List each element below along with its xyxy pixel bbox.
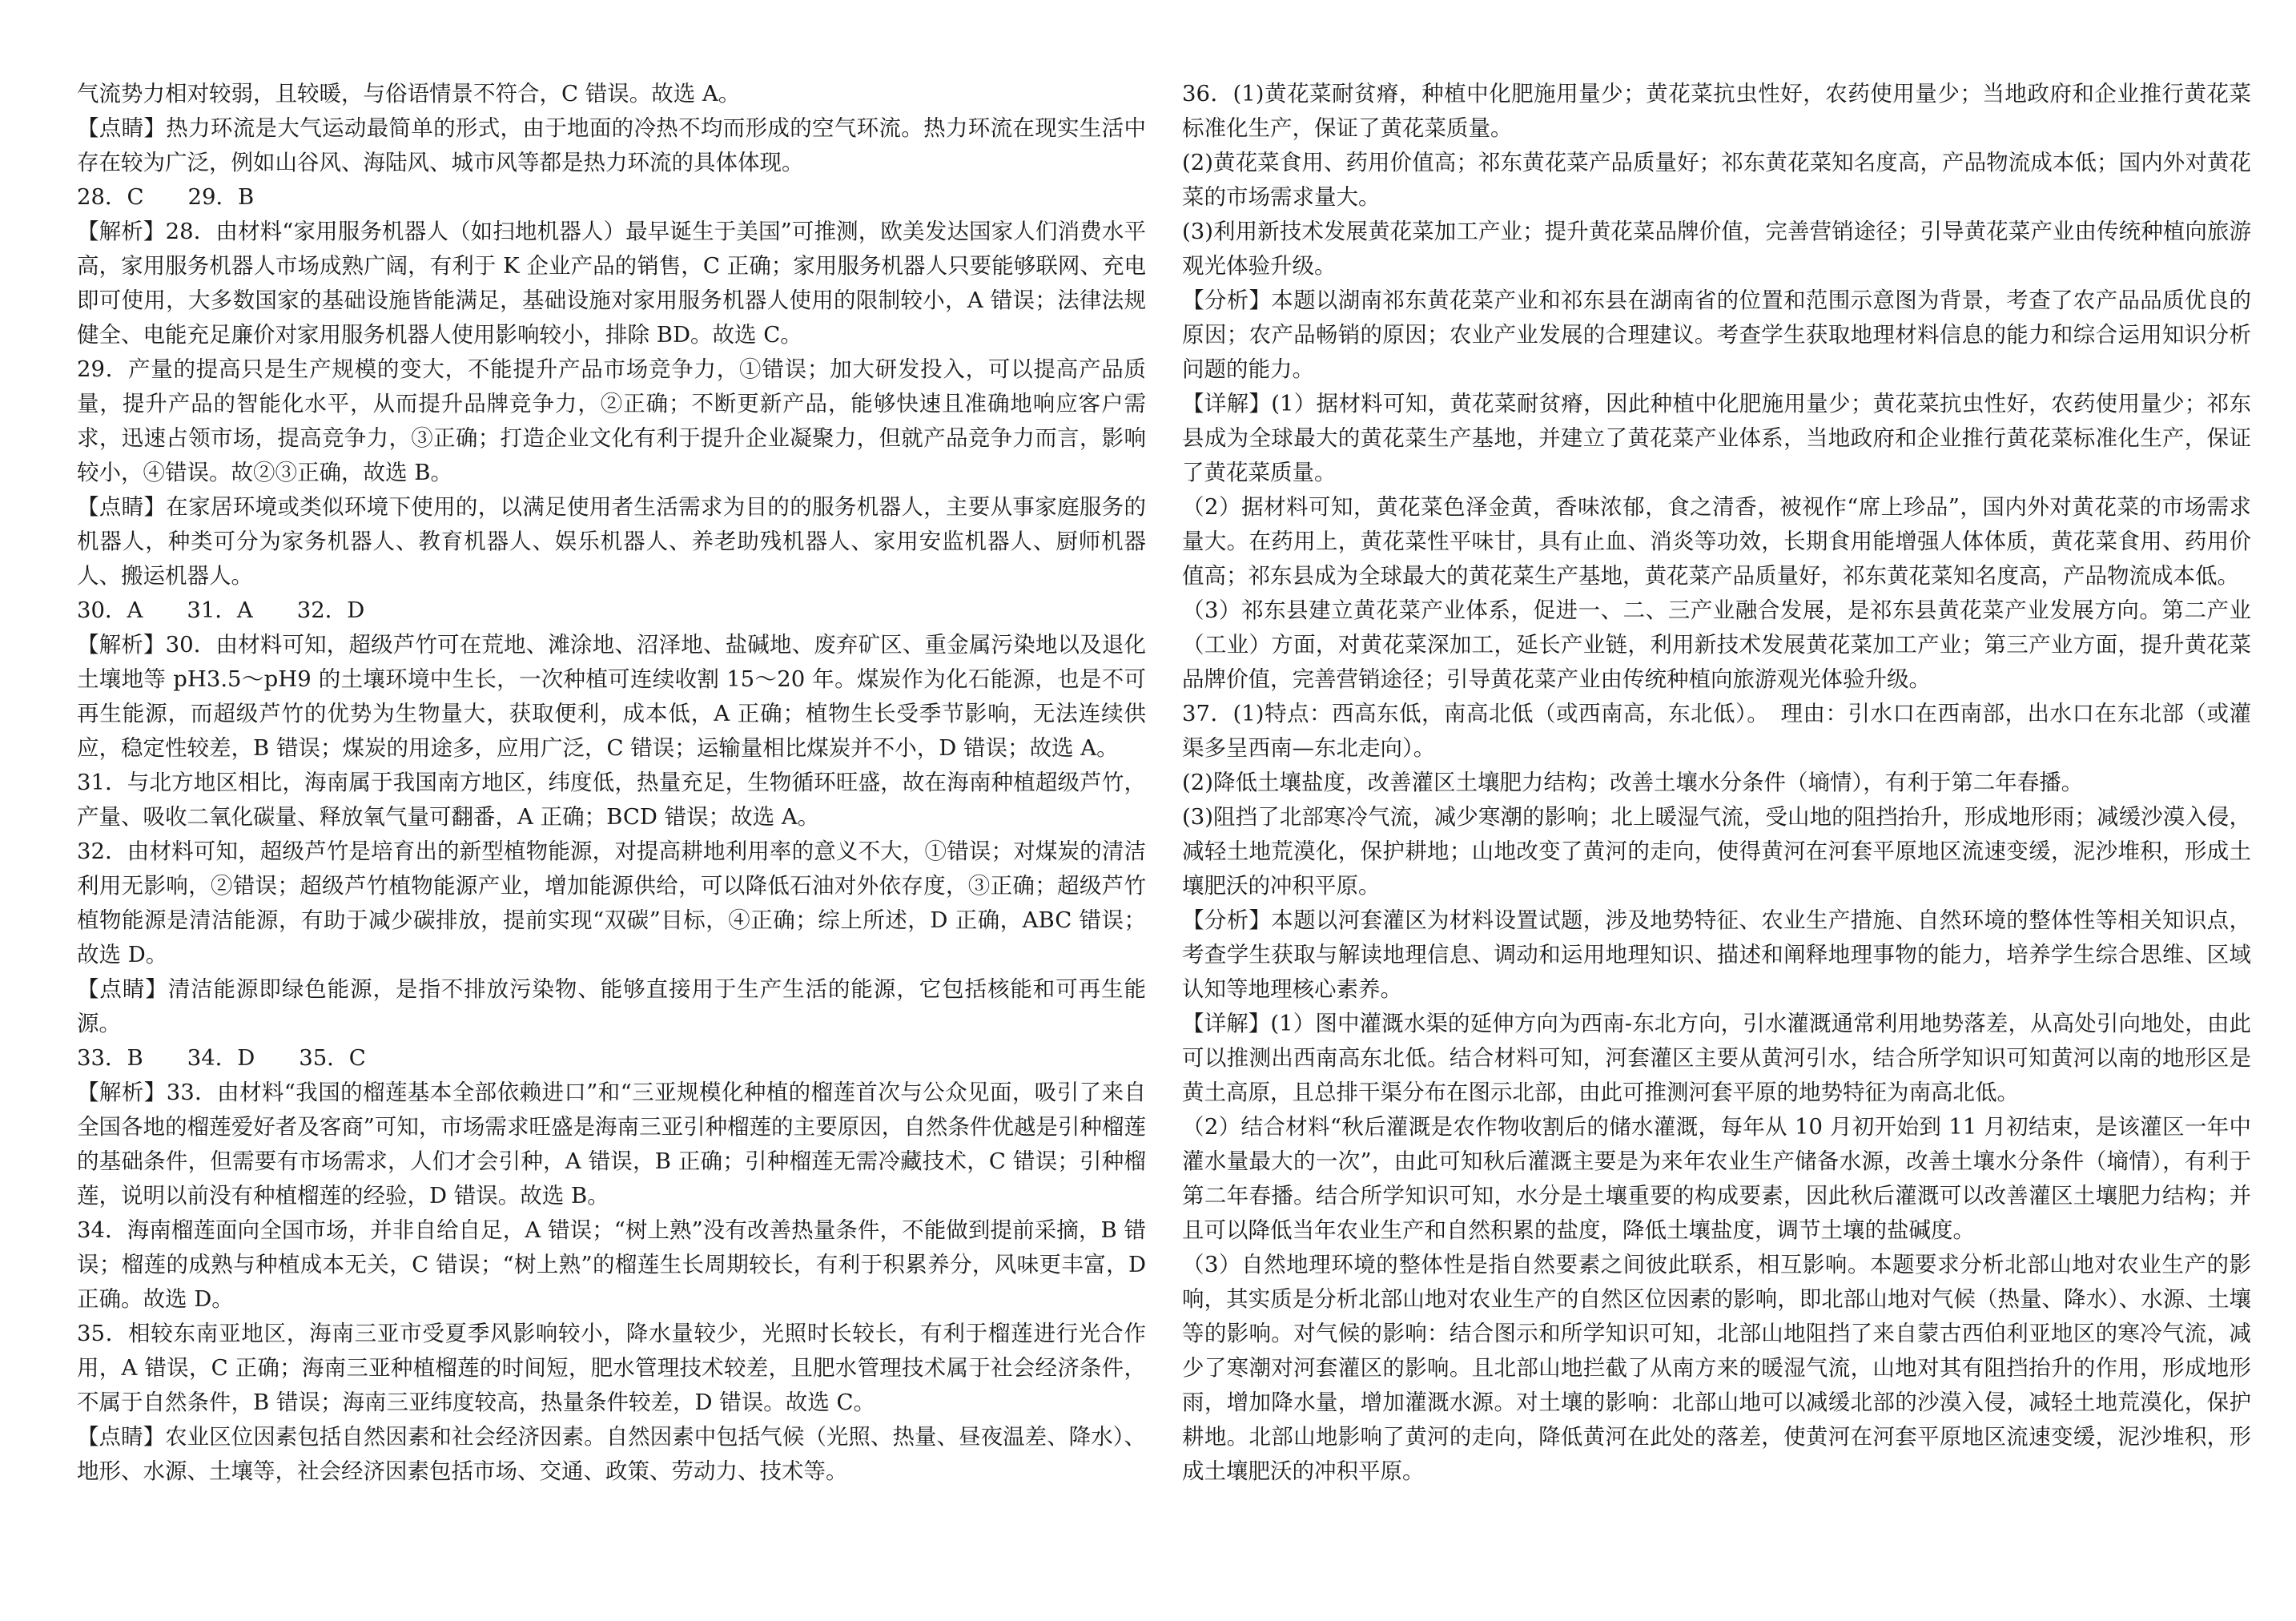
right-column: [1182, 77, 2251, 1489]
paragraph: (2)黄花菜食用、药用价值高；祁东黄花菜产品质量好；祁东黄花菜知名度高，产品物流成本低；国内外对黄花菜的市场需求量大。: [1182, 150, 2251, 210]
paragraph: 37．(1)特点：西高东低，南高北低（或西南高，东北低）。 理由：引水口在西南部，出水口在东北部（或灌渠多呈西南—东北走向）。: [1182, 701, 2251, 761]
paragraph: 【点睛】在家居环境或类似环境下使用的，以满足使用者生活需求为目的的服务机器人，主要从事家庭服务的机器人，种类可分为家务机器人、教育机器人、娱乐机器人、养老助残机器人、家用安监机器人、厨师机器人、搬运机器人。: [77, 494, 1146, 589]
paragraph: 【解析】28．由材料“家用服务机器人（如扫地机器人）最早诞生于美国”可推测，欧美发达国家人们消费水平高，家用服务机器人市场成熟广阔，有利于 K 企业产品的销售，C 正确；家用服务机器人只要能够联网、充电即可使用，大多数国家的基础设施皆能满足，基础设施对家用服务机器人使用的限制较小，A 错误；法律法规健全、电能充足廉价对家用服务机器人使用影响较小，排除 BD。故选 C。: [77, 219, 1146, 348]
answer-line: 30．A 31．A 32．D: [77, 597, 365, 623]
paragraph: 34．海南榴莲面向全国市场，并非自给自足，A 错误；“树上熟”没有改善热量条件，不能做到提前采摘，B 错误；榴莲的成熟与种植成本无关，C 错误；“树上熟”的榴莲生长周期较长，有利于积累养分，风味更丰富，D 正确。故选 D。: [77, 1217, 1146, 1312]
paragraph: 【解析】30．由材料可知，超级芦竹可在荒地、滩涂地、沼泽地、盐碱地、废弃矿区、重金属污染地以及退化土壤地等 pH3.5～pH9 的土壤环境中生长，一次种植可连续收割 15～20 年。煤炭作为化石能源，也是不可再生能源，而超级芦竹的优势为生物量大，获取便利，成本低，A 正确；植物生长受季节影响，无法连续供应，稳定性较差，B 错误；煤炭的用途多，应用广泛，C 错误；运输量相比煤炭并不小，D 错误；故选 A。: [77, 632, 1146, 761]
left-column: [77, 77, 1146, 1489]
paragraph: 29．产量的提高只是生产规模的变大，不能提升产品市场竞争力，①错误；加大研发投入，可以提高产品质量，提升产品的智能化水平，从而提升品牌竞争力，②正确；不断更新产品，能够快速且准确地响应客户需求，迅速占领市场，提高竞争力，③正确；打造企业文化有利于提升企业凝聚力，但就产品竞争力而言，影响较小，④错误。故②③正确，故选 B。: [77, 356, 1146, 485]
paragraph: 【详解】(1）据材料可知，黄花菜耐贫瘠，因此种植中化肥施用量少；黄花菜抗虫性好，农药使用量少；祁东县成为全球最大的黄花菜生产基地，并建立了黄花菜产业体系，当地政府和企业推行黄花菜标准化生产，保证了黄花菜质量。: [1182, 391, 2251, 485]
paragraph: 【详解】(1）图中灌溉水渠的延伸方向为西南-东北方向，引水灌溉通常利用地势落差，从高处引向地处，由此可以推测出西南高东北低。结合材料可知，河套灌区主要从黄河引水，结合所学知识可知黄河以南的地形区是黄土高原，且总排干渠分布在图示北部，由此可推测河套平原的地势特征为南高北低。: [1182, 1011, 2251, 1105]
paragraph: （3）自然地理环境的整体性是指自然要素之间彼此联系，相互影响。本题要求分析北部山地对农业生产的影响，其实质是分析北部山地对农业生产的自然区位因素的影响，即北部山地对气候（热量、降水）、水源、土壤等的影响。对气候的影响：结合图示和所学知识可知，北部山地阻挡了来自蒙古西伯利亚地区的寒冷气流，减少了寒潮对河套灌区的影响。且北部山地拦截了从南方来的暖湿气流，山地对其有阻挡抬升的作用，形成地形雨，增加降水量，增加灌溉水源。对土壤的影响：北部山地可以减缓北部的沙漠入侵，减轻土地荒漠化，保护耕地。北部山地影响了黄河的走向，降低黄河在此处的落差，使黄河在河套平原地区流速变缓，泥沙堆积，形成土壤肥沃的冲积平原。: [1182, 1252, 2251, 1484]
paragraph: 【点睛】农业区位因素包括自然因素和社会经济因素。自然因素中包括气候（光照、热量、昼夜温差、降水）、地形、水源、土壤等，社会经济因素包括市场、交通、政策、劳动力、技术等。: [77, 1424, 1146, 1484]
answer-line: 33．B 34．D 35．C: [77, 1045, 366, 1071]
paragraph: 31．与北方地区相比，海南属于我国南方地区，纬度低，热量充足，生物循环旺盛，故在海南种植超级芦竹，产量、吸收二氧化碳量、释放氧气量可翻番，A 正确；BCD 错误；故选 A。: [77, 770, 1146, 830]
paragraph: 【解析】33．由材料“我国的榴莲基本全部依赖进口”和“三亚规模化种植的榴莲首次与公众见面，吸引了来自全国各地的榴莲爱好者及客商”可知，市场需求旺盛是海南三亚引种榴莲的主要原因，自然条件优越是引种榴莲的基础条件，但需要有市场需求，人们才会引种，A 错误，B 正确；引种榴莲无需冷藏技术，C 错误；引种榴莲，说明以前没有种植榴莲的经验，D 错误。故选 B。: [77, 1080, 1146, 1209]
answer-line: 28．C 29．B: [77, 184, 255, 210]
paragraph: 【分析】本题以湖南祁东黄花菜产业和祁东县在湖南省的位置和范围示意图为背景，考查了农产品品质优良的原因；农产品畅销的原因；农业产业发展的合理建议。考查学生获取地理材料信息的能力和综合运用知识分析问题的能力。: [1182, 288, 2251, 382]
paragraph: 【分析】本题以河套灌区为材料设置试题，涉及地势特征、农业生产措施、自然环境的整体性等相关知识点，考查学生获取与解读地理信息、调动和运用地理知识、描述和阐释地理事物的能力，培养学生综合思维、区域认知等地理核心素养。: [1182, 907, 2251, 1002]
paragraph: （2）据材料可知，黄花菜色泽金黄，香味浓郁，食之清香，被视作“席上珍品”，国内外对黄花菜的市场需求量大。在药用上，黄花菜性平味甘，具有止血、消炎等功效，长期食用能增强人体体质，黄花菜食用、药用价值高；祁东县成为全球最大的黄花菜生产基地，黄花菜产品质量好，祁东黄花菜知名度高，产品物流成本低。: [1182, 494, 2251, 589]
paragraph: (2)降低土壤盐度，改善灌区土壤肥力结构；改善土壤水分条件（墒情），有利于第二年春播。: [1182, 770, 2084, 795]
paragraph: （3）祁东县建立黄花菜产业体系，促进一、二、三产业融合发展，是祁东县黄花菜产业发展方向。第二产业（工业）方面，对黄花菜深加工，延长产业链，利用新技术发展黄花菜加工产业；第三产业方面，提升黄花菜品牌价值，完善营销途径；引导黄花菜产业由传统种植向旅游观光体验升级。: [1182, 597, 2251, 692]
paragraph: （2）结合材料“秋后灌溉是农作物收割后的储水灌溉，每年从 10 月初开始到 11 月初结束，是该灌区一年中灌水量最大的一次”，由此可知秋后灌溉主要是为来年农业生产储备水源，改善土壤水分条件（墒情），有利于第二年春播。结合所学知识可知，水分是土壤重要的构成要素，因此秋后灌溉可以改善灌区土壤肥力结构；并且可以降低当年农业生产和自然积累的盐度，降低土壤盐度，调节土壤的盐碱度。: [1182, 1114, 2251, 1243]
paragraph: 36．(1)黄花菜耐贫瘠，种植中化肥施用量少；黄花菜抗虫性好，农药使用量少；当地政府和企业推行黄花菜标准化生产，保证了黄花菜质量。: [1182, 81, 2251, 141]
paragraph: 32．由材料可知，超级芦竹是培育出的新型植物能源，对提高耕地利用率的意义不大，①错误；对煤炭的清洁利用无影响，②错误；超级芦竹植物能源产业，增加能源供给，可以降低石油对外依存度，③正确；超级芦竹植物能源是清洁能源，有助于减少碳排放，提前实现“双碳”目标，④正确；综上所述，D 正确，ABC 错误；故选 D。: [77, 839, 1146, 967]
paragraph: (3)阻挡了北部寒冷气流，减少寒潮的影响；北上暖湿气流，受山地的阻挡抬升，形成地形雨；减缓沙漠入侵，减轻土地荒漠化，保护耕地；山地改变了黄河的走向，使得黄河在河套平原地区流速变缓，泥沙堆积，形成土壤肥沃的冲积平原。: [1182, 804, 2251, 899]
paragraph: 【点睛】清洁能源即绿色能源，是指不排放污染物、能够直接用于生产生活的能源，它包括核能和可再生能源。: [77, 976, 1146, 1036]
paragraph: 气流势力相对较弱，且较暖，与俗语情景不符合，C 错误。故选 A。: [77, 81, 741, 107]
paragraph: 35．相较东南亚地区，海南三亚市受夏季风影响较小，降水量较少，光照时长较长，有利于榴莲进行光合作用，A 错误，C 正确；海南三亚种植榴莲的时间短，肥水管理技术较差，且肥水管理技术属于社会经济条件，不属于自然条件，B 错误；海南三亚纬度较高，热量条件较差，D 错误。故选 C。: [77, 1321, 1146, 1415]
paragraph: (3)利用新技术发展黄花菜加工产业；提升黄花菜品牌价值，完善营销途径；引导黄花菜产业由传统种植向旅游观光体验升级。: [1182, 219, 2251, 279]
paragraph: 【点睛】热力环流是大气运动最简单的形式，由于地面的冷热不均而形成的空气环流。热力环流在现实生活中存在较为广泛，例如山谷风、海陆风、城市风等都是热力环流的具体体现。: [77, 115, 1146, 175]
